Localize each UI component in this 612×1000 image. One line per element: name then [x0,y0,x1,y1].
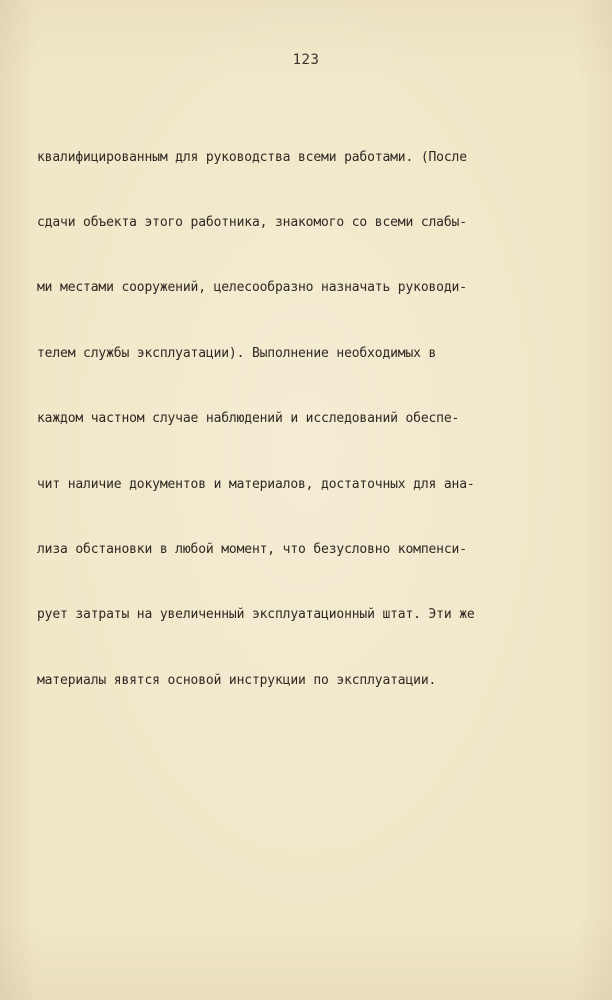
text-line: телем службы эксплуатации). Выполнение необходимых в [37,345,437,361]
text-line: рует затраты на увеличенный эксплуатационный штат. Эти же [37,607,475,623]
text-line: квалифицированным для руководства всеми работами. (После [37,149,467,165]
body-paragraph [37,103,557,735]
text-line: сдачи объекта этого работника, знакомого со всеми слабы- [37,214,467,230]
page-number: 123 [292,52,320,68]
text-line: материалы явятся основой инструкции по эксплуатации. [37,672,437,688]
text-line: чит наличие документов и материалов, достаточных для ана- [37,476,475,492]
text-line: лиза обстановки в любой момент, что безусловно компенси- [37,541,467,557]
text-line: каждом частном случае наблюдений и исследований обеспе- [37,411,460,427]
text-line: ми местами сооружений, целесообразно назначать руководи- [37,280,467,296]
